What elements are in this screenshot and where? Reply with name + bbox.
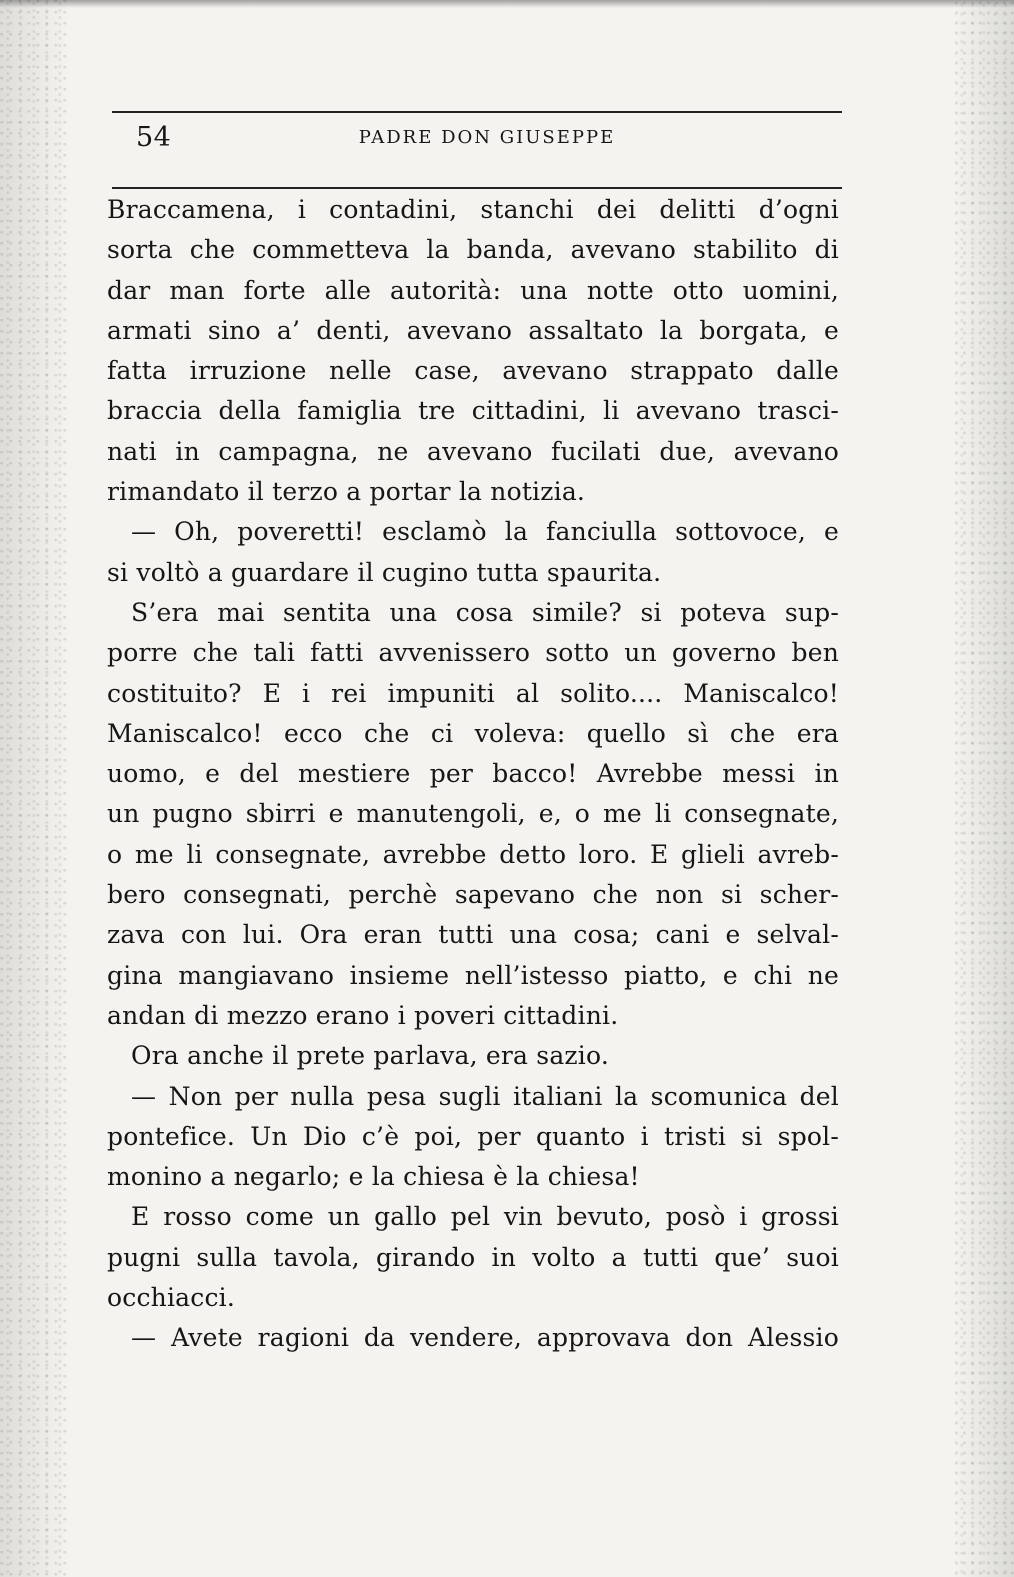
scan-left-edge	[0, 0, 70, 1577]
text-line: — Oh, poveretti! esclamò la fanciulla sottovoce, e	[131, 517, 839, 547]
running-header	[112, 118, 842, 158]
text-line: Maniscalco! ecco che ci voleva: quello sì che era	[107, 718, 839, 748]
text-line: si voltò a guardare il cugino tutta spaurita.	[107, 557, 662, 587]
text-line: armati sino a’ denti, avevano assaltato la borgata, e	[107, 315, 839, 345]
text-line: dar man forte alle autorità: una notte otto uomini,	[107, 275, 839, 305]
text-line: — Avete ragioni da vendere, approvava don Alessio	[131, 1323, 839, 1353]
text-line: — Non per nulla pesa sugli italiani la scomunica del	[131, 1081, 839, 1111]
text-line: porre che tali fatti avvenissero sotto un governo ben	[107, 638, 839, 668]
text-line: rimandato il terzo a portar la notizia.	[107, 477, 586, 507]
text-line: S’era mai sentita una cosa simile? si poteva sup-	[131, 597, 839, 627]
scan-top-edge	[0, 0, 1014, 8]
text-line: uomo, e del mestiere per bacco! Avrebbe messi in	[107, 759, 839, 789]
scan-right-edge	[954, 0, 1014, 1577]
text-line: nati in campagna, ne avevano fucilati due, avevano	[107, 436, 839, 466]
text-line: occhiacci.	[107, 1283, 236, 1313]
text-line: Ora anche il prete parlava, era sazio.	[131, 1041, 609, 1071]
text-line: monino a negarlo; e la chiesa è la chiesa!	[107, 1162, 640, 1192]
header-bottom-rule	[112, 187, 842, 189]
text-line: gina mangiavano insieme nell’istesso piatto, e chi ne	[107, 960, 839, 990]
text-line: Braccamena, i contadini, stanchi dei delitti d’ogni	[107, 195, 839, 224]
text-line: pugni sulla tavola, girando in volto a tutti que’ suoi	[107, 1242, 839, 1272]
text-line: un pugno sbirri e manutengoli, e, o me li consegnate,	[107, 799, 839, 829]
text-line: andan di mezzo erano i poveri cittadini.	[107, 1000, 619, 1030]
text-line: braccia della famiglia tre cittadini, li avevano trasci-	[107, 396, 839, 426]
text-line: bero consegnati, perchè sapevano che non si scher-	[107, 880, 839, 910]
text-line: zava con lui. Ora eran tutti una cosa; cani e selval-	[107, 920, 839, 950]
text-line: costituito? E i rei impuniti al solito.... Maniscalco!	[107, 678, 839, 708]
body-text	[107, 190, 839, 1359]
text-line: E rosso come un gallo pel vin bevuto, posò i grossi	[131, 1202, 839, 1232]
running-title: PADRE DON GIUSEPPE	[358, 127, 616, 148]
text-line: fatta irruzione nelle case, avevano strappato dalle	[107, 356, 839, 386]
text-line: sorta che commetteva la banda, avevano stabilito di	[107, 235, 839, 265]
text-line: o me li consegnate, avrebbe detto loro. E glieli avreb-	[107, 839, 839, 869]
text-line: pontefice. Un Dio c’è poi, per quanto i tristi si spol-	[107, 1121, 839, 1151]
header-top-rule	[112, 111, 842, 113]
page-number: 54	[136, 122, 172, 153]
